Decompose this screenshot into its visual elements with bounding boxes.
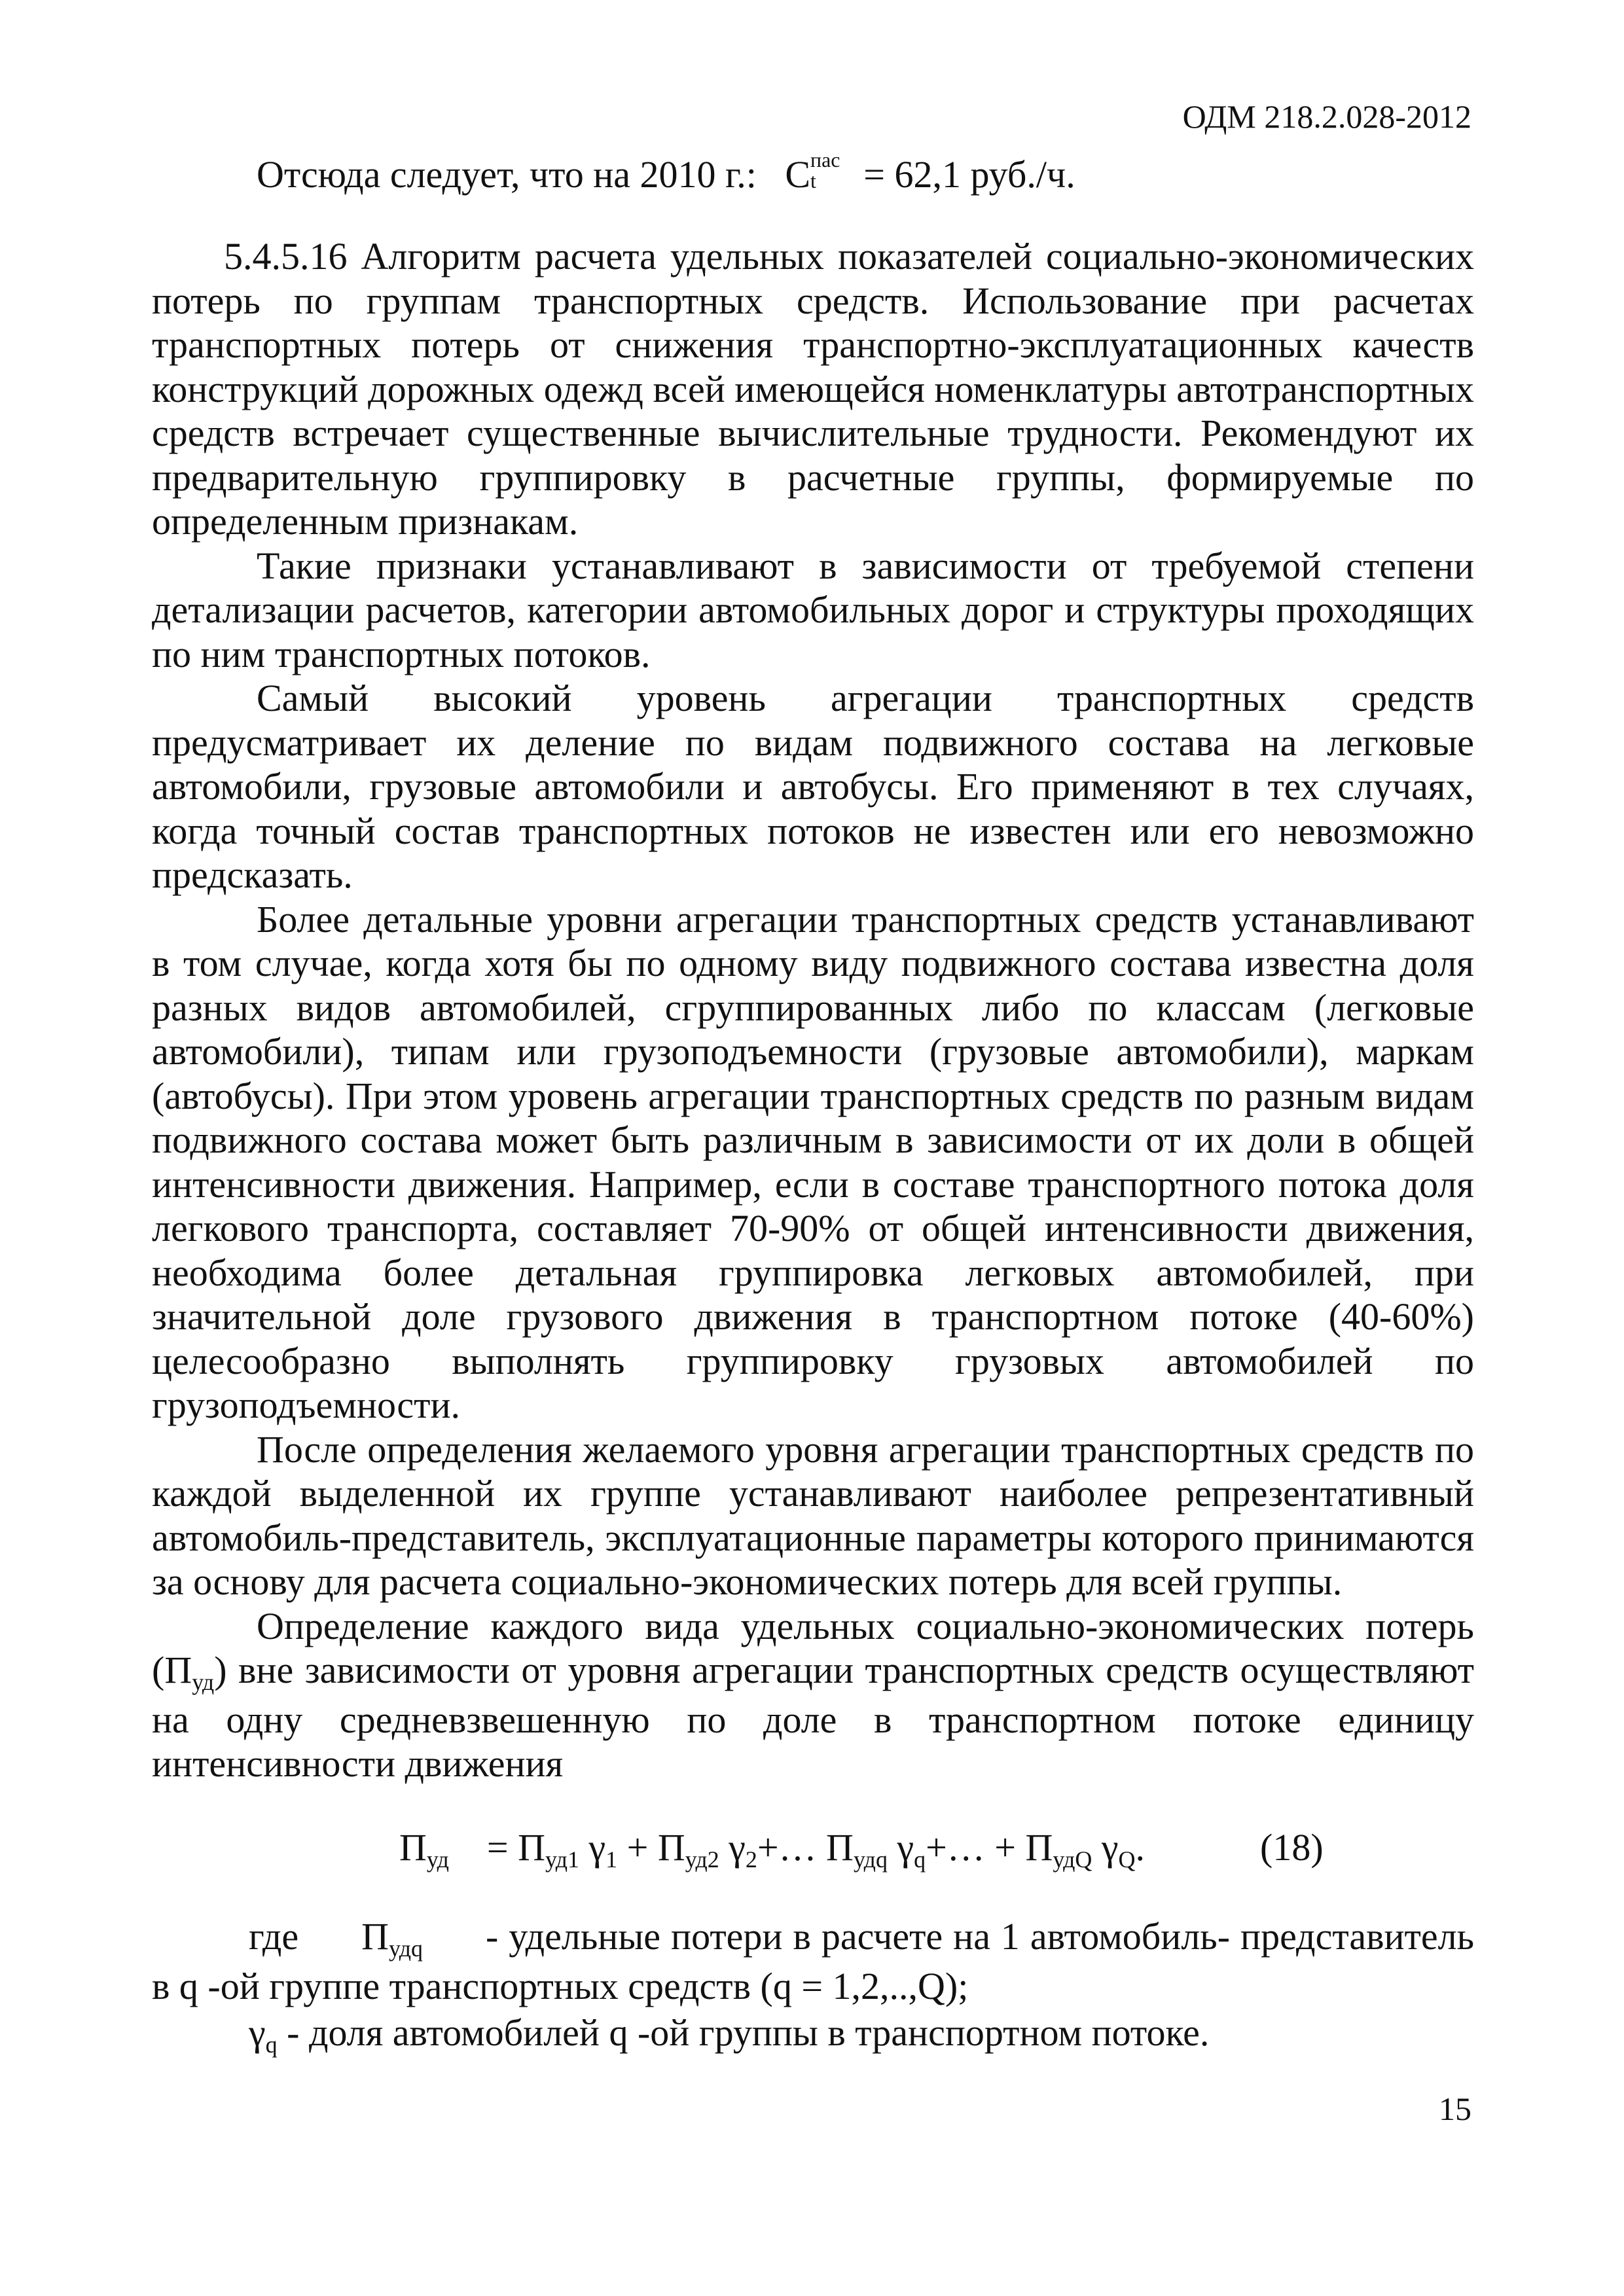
paragraph-6-sub: уд [192, 1668, 215, 1695]
formula-lhs: П [399, 1826, 427, 1869]
formula-dots1: +… П [757, 1826, 854, 1869]
formula-18 [399, 1825, 1145, 1875]
formula-number: (18) [1260, 1826, 1324, 1869]
paragraph-2: Такие признаки устанавливают в зависимости от требуемой степени детализации расчетов, категории автомобильных дорог и структуры проходящих по ним транспортных потоков. [152, 544, 1474, 675]
formula-dots2: +… + П [926, 1826, 1053, 1869]
body-text [152, 234, 1474, 1786]
formula-t2-sub: уд2 [685, 1846, 719, 1873]
cost-symbol-sup: пас [810, 149, 840, 172]
cost-symbol-indices [810, 149, 863, 193]
formula-t1-sub: уд1 [545, 1846, 579, 1873]
paragraph-6 [152, 1604, 1474, 1786]
paragraph-5: После определения желаемого уровня агрегации транспортных средств по каждой выделенной их группе устанавливают наиболее репрезентативный автомобиль-представитель, эксплуатационные параметры которого принимаются за основу для расчета социально-экономических потерь для всей группы. [152, 1427, 1474, 1603]
formula-end: . [1135, 1826, 1145, 1869]
where-symbol: П [361, 1915, 389, 1958]
paragraph-1: 5.4.5.16 Алгоритм расчета удельных показателей социально-экономических потерь по группам транспортных средств. Использование при расчетах транспортных потерь от снижения транспортно-эксплуатационных качеств конструкций дорожных одежд всей имеющейся номенклатуры автотранспортных средств встречает существенные вычислительные трудности. Рекомендуют их предварительную группировку в расчетные группы, формируемые по определенным признакам. [152, 235, 1474, 543]
formula-g2: γ [729, 1826, 746, 1869]
cost-result-prefix: Отсюда следует, что на 2010 г.: [257, 153, 757, 196]
formula-tQ-sub: удQ [1053, 1846, 1092, 1873]
formula-gq: γ [897, 1826, 914, 1869]
where-symbol-sub: удq [389, 1935, 424, 1962]
where-text: - удельные потери в расчете на 1 автомобиль- представитель в q -ой группе транспортных средств (q = 1,2,..,Q); [152, 1915, 1475, 2007]
formula-lhs-sub: уд [426, 1846, 449, 1873]
paragraph-4: Более детальные уровни агрегации транспортных средств устанавливают в том случае, когда хотя бы по одному виду подвижного состава известна доля разных видов автомобилей, сгруппированных либо по классам (легковые автомобили), типам или грузоподъемности (грузовые автомобили), маркам (автобусы). При этом уровень агрегации транспортных средств по разным видам подвижного состава может быть различным в зависимости от их доли в общей интенсивности движения. Например, если в составе транспортного потока доля легкового транспорта, составляет 70-90% от общей интенсивности движения, необходима более детальная группировка легковых автомобилей, при значительной доле грузового движения в транспортном потоке (40-60%) целесообразно выполнять группировку грузовых автомобилей по грузоподъемности. [152, 897, 1474, 1426]
gamma-symbol: γ [249, 2011, 266, 2054]
where-word: где [249, 1915, 299, 1958]
paragraph-3: Самый высокий уровень агрегации транспортных средств предусматривает их деление по видам подвижного состава на легковые автомобили, грузовые автомобили и автобусы. Его применяют в тех случаях, когда точный состав транспортных потоков не известен или его невозможно предсказать. [152, 677, 1474, 896]
formula-g2-sub: 2 [745, 1846, 757, 1873]
gamma-symbol-sub: q [265, 2031, 278, 2058]
formula-gq-sub: q [914, 1846, 926, 1873]
formula-tq-sub: удq [853, 1846, 888, 1873]
formula-g1: γ [588, 1826, 606, 1869]
cost-value: = 62,1 руб./ч. [863, 153, 1075, 196]
definition-gamma [152, 2011, 1474, 2060]
page-number: 15 [1439, 2090, 1471, 2127]
paragraph-6-start: Определение каждого вида удельных социально-экономических потерь (П [152, 1604, 1474, 1691]
definition-where [152, 1914, 1474, 2008]
formula-gQ: γ [1101, 1826, 1119, 1869]
formula-eq: = П [486, 1826, 546, 1869]
paragraph-6-end: ) вне зависимости от уровня агрегации транспортных средств осуществляют на одну средневзвешенную по доле в транспортном потоке единицу интенсивности движения [152, 1649, 1474, 1785]
formula-gQ-sub: Q [1118, 1846, 1136, 1873]
gamma-text: - доля автомобилей q -ой группы в транспортном потоке. [287, 2011, 1210, 2054]
cost-result-line [257, 149, 1075, 198]
cost-symbol: C [785, 153, 811, 196]
cost-symbol-sub: t [810, 170, 816, 193]
document-code: ОДМ 218.2.028-2012 [1182, 98, 1471, 135]
definitions [152, 1914, 1474, 2060]
formula-g1-sub: 1 [605, 1846, 618, 1873]
formula-plus1: + П [626, 1826, 685, 1869]
